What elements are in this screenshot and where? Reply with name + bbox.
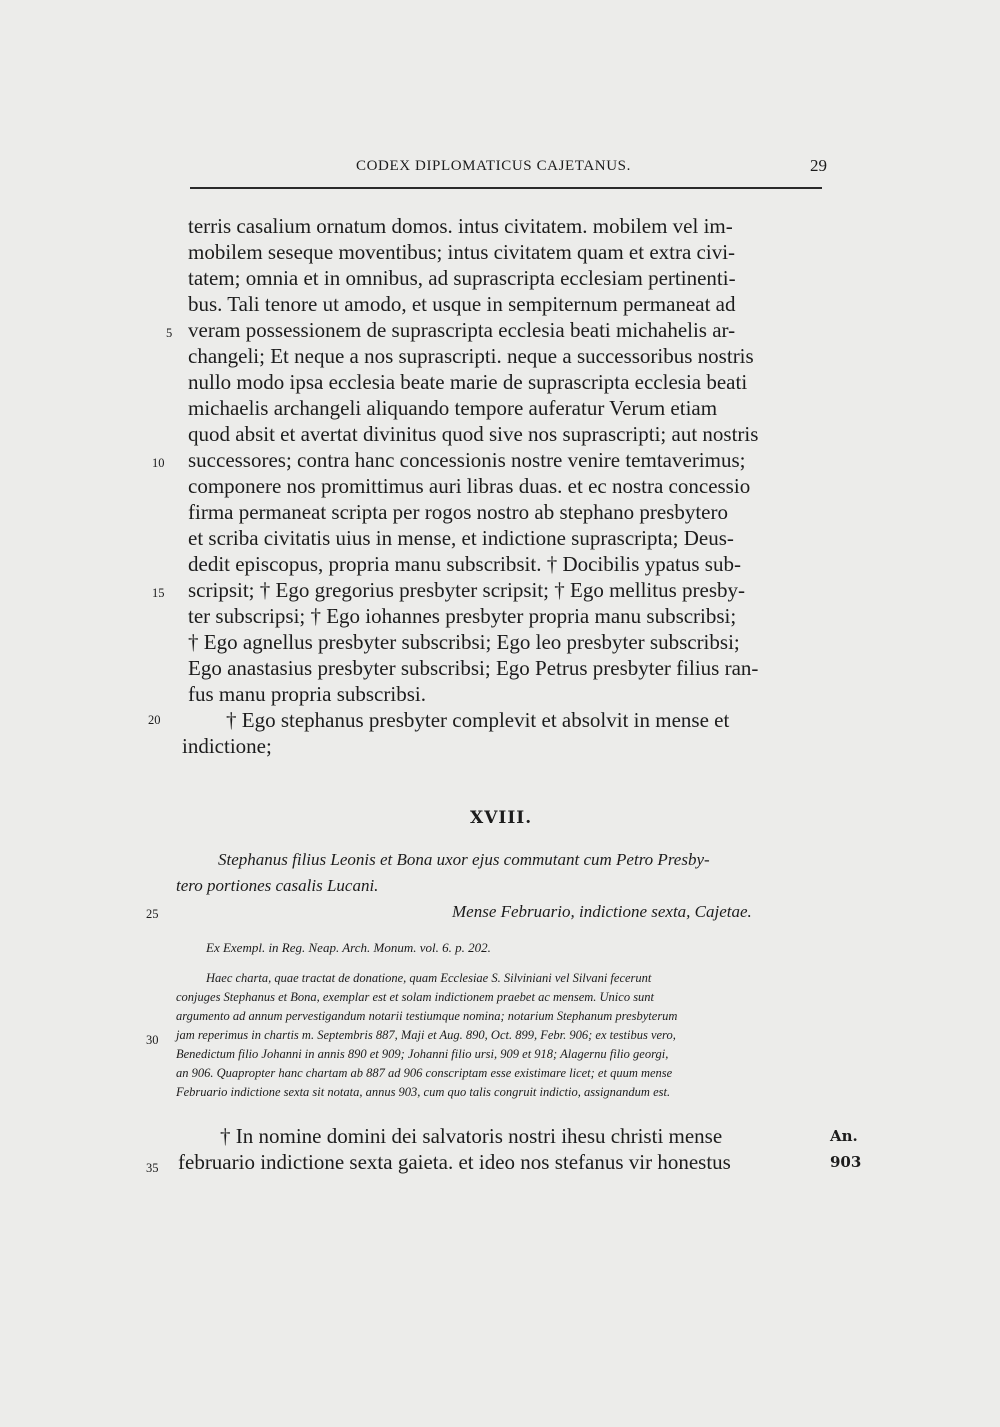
body-line: fus manu propria subscribsi. bbox=[188, 682, 426, 706]
body-line: ter subscripsi; † Ego iohannes presbyter propria manu subscribsi; bbox=[188, 604, 737, 628]
note-line: Benedictum filio Johanni in annis 890 et 909; Johanni filio ursi, 909 et 918; Alagernu filio georgi, bbox=[176, 1047, 669, 1061]
note-line: jam reperimus in chartis m. Septembris 887, Maji et Aug. 890, Oct. 899, Febr. 906; ex testibus vero, bbox=[176, 1028, 676, 1042]
line-number: 5 bbox=[166, 326, 173, 340]
body-line: veram possessionem de suprascripta ecclesia beati michahelis ar- bbox=[188, 318, 736, 342]
body-line: mobilem seseque moventibus; intus civitatem quam et extra civi- bbox=[188, 240, 736, 264]
document-line: februario indictione sexta gaieta. et ideo nos stefanus vir honestus bbox=[178, 1150, 731, 1174]
line-number: 35 bbox=[146, 1161, 159, 1175]
body-line: dedit episcopus, propria manu subscribsit. † Docibilis ypatus sub- bbox=[188, 552, 741, 576]
body-line: Ego anastasius presbyter subscribsi; Ego Petrus presbyter filius ran- bbox=[188, 656, 759, 680]
margin-year: 903 bbox=[830, 1153, 862, 1171]
note-line: argumento ad annum pervestigandum notarii testiumque nomina; notarium Stephanum presbyterum bbox=[176, 1009, 678, 1023]
note-line: an 906. Quapropter hanc chartam ab 887 ad 906 conscriptam esse existimare licet; et quum mense bbox=[176, 1066, 673, 1080]
section-number: XVIII. bbox=[470, 808, 533, 828]
source-reference: Ex Exempl. in Reg. Neap. Arch. Monum. vol. 6. p. 202. bbox=[206, 940, 491, 955]
margin-year-label: An. bbox=[830, 1127, 858, 1145]
body-line: et scriba civitatis uius in mense, et indictione suprascripta; Deus- bbox=[188, 526, 734, 550]
body-line: † Ego agnellus presbyter subscribsi; Ego leo presbyter subscribsi; bbox=[188, 630, 740, 654]
body-line: firma permaneat scripta per rogos nostro ab stephano presbytero bbox=[188, 500, 728, 524]
body-line: successores; contra hanc concessionis nostre venire temtaverimus; bbox=[188, 448, 746, 472]
body-line: terris casalium ornatum domos. intus civitatem. mobilem vel im- bbox=[188, 214, 733, 238]
body-line: componere nos promittimus auri libras duas. et ec nostra concessio bbox=[188, 474, 751, 498]
running-title: CODEX DIPLOMATICUS CAJETANUS. bbox=[356, 158, 631, 174]
note-line: Februario indictione sexta sit notata, annus 903, cum quo talis congruit indictio, assignandum est. bbox=[176, 1085, 671, 1099]
line-number: 10 bbox=[152, 456, 165, 470]
note-line: conjuges Stephanus et Bona, exemplar est et solam indictionem praebet ac mensem. Unico sunt bbox=[176, 990, 655, 1004]
body-line: scripsit; † Ego gregorius presbyter scripsit; † Ego mellitus presby- bbox=[188, 578, 745, 602]
body-line: † Ego stephanus presbyter complevit et absolvit in mense et bbox=[226, 708, 730, 732]
body-line: quod absit et avertat divinitus quod sive nos suprascripti; aut nostris bbox=[188, 422, 759, 446]
body-line: nullo modo ipsa ecclesia beate marie de suprascripta ecclesia beati bbox=[188, 370, 748, 394]
line-number: 30 bbox=[146, 1033, 159, 1047]
body-line: bus. Tali tenore ut amodo, et usque in sempiternum permaneat ad bbox=[188, 292, 736, 316]
section-summary-line: tero portiones casalis Lucani. bbox=[176, 876, 379, 895]
note-line: Haec charta, quae tractat de donatione, quam Ecclesiae S. Silviniani vel Silvani fecerunt bbox=[206, 971, 652, 985]
line-number: 20 bbox=[148, 713, 161, 727]
section-date-line: Mense Februario, indictione sexta, Cajetae. bbox=[452, 902, 752, 921]
body-line: tatem; omnia et in omnibus, ad suprascripta ecclesiam pertinenti- bbox=[188, 266, 736, 290]
document-line: † In nomine domini dei salvatoris nostri ihesu christi mense bbox=[220, 1124, 723, 1148]
section-summary-line: Stephanus filius Leonis et Bona uxor ejus commutant cum Petro Presby- bbox=[218, 850, 710, 869]
page-number: 29 bbox=[810, 156, 827, 175]
header-rule bbox=[190, 187, 822, 189]
line-number: 25 bbox=[146, 907, 159, 921]
body-line: changeli; Et neque a nos suprascripti. neque a successoribus nostris bbox=[188, 344, 754, 368]
body-line: michaelis archangeli aliquando tempore auferatur Verum etiam bbox=[188, 396, 718, 420]
line-number: 15 bbox=[152, 586, 165, 600]
body-line: indictione; bbox=[182, 734, 272, 758]
